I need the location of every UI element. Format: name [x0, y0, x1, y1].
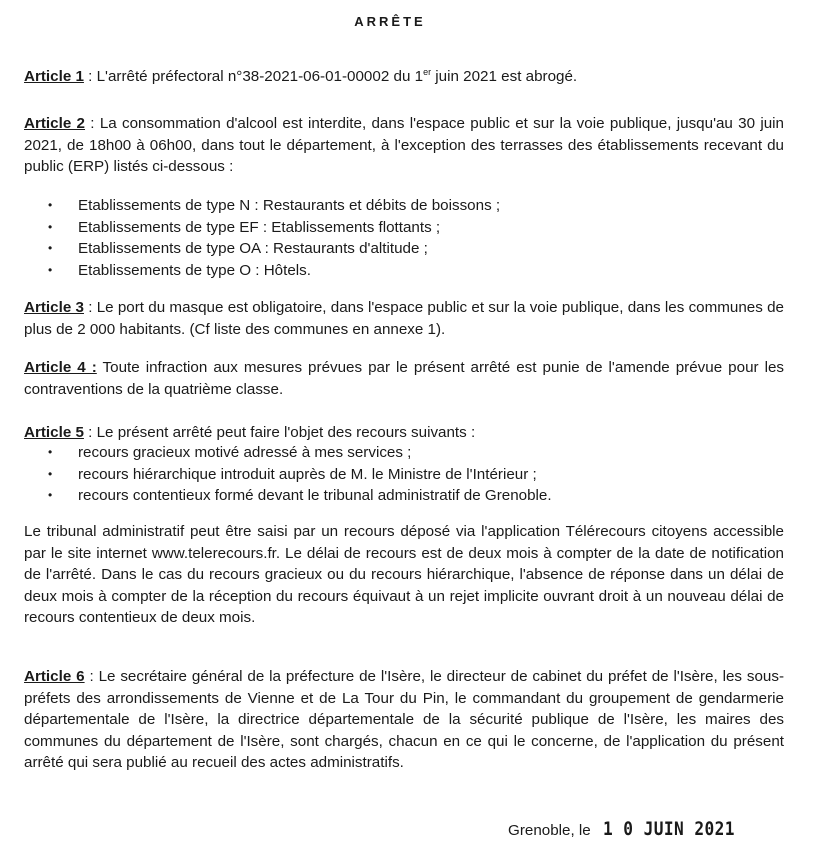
article-2-text: La consommation d'alcool est interdite, dans l'espace public et sur la voie publique, jusqu'au 30 juin 2021, de 18h00 à 06h00, dans tout le département, à l'exception des terrasses des établissements recevant du public (ERP) listés ci-dessous : — [24, 115, 784, 175]
article-6-sep: : — [84, 668, 99, 685]
list-item-text: recours hiérarchique introduit auprès de M. le Ministre de l'Intérieur ; — [78, 465, 537, 483]
list-item-text: Etablissements de type O : Hôtels. — [78, 261, 311, 279]
bullet-icon: • — [48, 488, 53, 502]
bullet-icon: • — [48, 219, 53, 234]
article-4 — [24, 357, 784, 400]
bullet-icon: • — [48, 262, 53, 277]
article-3-label: Article 3 — [24, 299, 84, 316]
article-2 — [24, 113, 784, 178]
list-item — [24, 464, 784, 486]
article-1-sep: : — [83, 68, 97, 85]
article-5-list — [24, 442, 784, 507]
article-2-sep: : — [85, 115, 100, 132]
bullet-icon: • — [48, 198, 53, 212]
article-2-list — [24, 195, 784, 281]
list-item-text: Etablissements de type EF : Etablissements flottants ; — [78, 218, 441, 236]
list-item — [24, 442, 784, 464]
article-1-text-a: L'arrêté préfectoral n°38-2021-06-01-00002 du 1 — [96, 68, 424, 85]
article-6-text: Le secrétaire général de la préfecture de l'Isère, le directeur de cabinet du préfet de l'Isère, les sous-préfets des arrondissements de Vienne et de La Tour du Pin, le commandant du groupement de gendarmerie départementale de l'Isère, la directrice départementale de la sécurité publique de l'Isère, les maires des communes du département de l'Isère, sont chargés, chacun en ce qui le concerne, de l'application du présent arrêté qui sera publié au recueil des actes administratifs. — [24, 668, 784, 771]
list-item — [24, 217, 784, 239]
bullet-icon: • — [48, 241, 53, 255]
article-3-sep: : — [83, 299, 97, 316]
bullet-icon: • — [48, 466, 53, 481]
date-stamp: 1 0 JUIN 2021 — [602, 818, 735, 840]
article-1-text-b: juin 2021 est abrogé. — [431, 68, 578, 85]
list-item-text: Etablissements de type OA : Restaurants d'altitude ; — [78, 240, 428, 257]
signature-place: Grenoble, le — [508, 822, 591, 839]
article-3-text: Le port du masque est obligatoire, dans l'espace public et sur la voie publique, dans les communes de plus de 2 000 habitants. (Cf liste des communes en annexe 1). — [24, 299, 784, 338]
article-6-label: Article 6 — [24, 668, 85, 685]
list-item-text: recours gracieux motivé adressé à mes services ; — [78, 444, 412, 461]
article-5-text: Le présent arrêté peut faire l'objet des recours suivants : — [96, 424, 476, 441]
article-4-text: Toute infraction aux mesures prévues par le présent arrêté est punie de l'amende prévue pour les contraventions de la quatrième classe. — [24, 359, 784, 398]
article-4-label: Article 4 : — [24, 359, 97, 376]
bullet-icon: • — [48, 445, 53, 459]
article-3 — [24, 297, 784, 340]
list-item — [24, 260, 784, 282]
tribunal-paragraph: Le tribunal administratif peut être saisi par un recours déposé via l'application Télérecours citoyens accessible par le site internet www.telerecours.fr. Le délai de recours est de deux mois à compter de la date de notification de l'arrêté. Dans le cas du recours gracieux ou du recours hiérarchique, l'absence de réponse dans un délai de deux mois à compter de la réception du recours équivaut à un rejet implicite ouvrant droit à un nouveau délai de recours contentieux de deux mois. — [24, 523, 784, 626]
document-title: ARRÊTE — [354, 14, 426, 29]
article-5-label: Article 5 — [24, 424, 84, 441]
article-5 — [24, 422, 784, 444]
signature-line — [508, 818, 758, 840]
list-item — [24, 485, 784, 507]
article-1 — [24, 66, 784, 88]
article-6 — [24, 666, 784, 774]
article-2-label: Article 2 — [24, 115, 86, 132]
article-1-label: Article 1 — [24, 68, 84, 85]
article-1-sup: er — [423, 66, 432, 77]
list-item-text: recours contentieux formé devant le tribunal administratif de Grenoble. — [78, 487, 552, 504]
article-5-sep: : — [83, 424, 97, 441]
list-item — [24, 195, 784, 217]
list-item — [24, 238, 784, 260]
list-item-text: Etablissements de type N : Restaurants et débits de boissons ; — [78, 197, 501, 214]
